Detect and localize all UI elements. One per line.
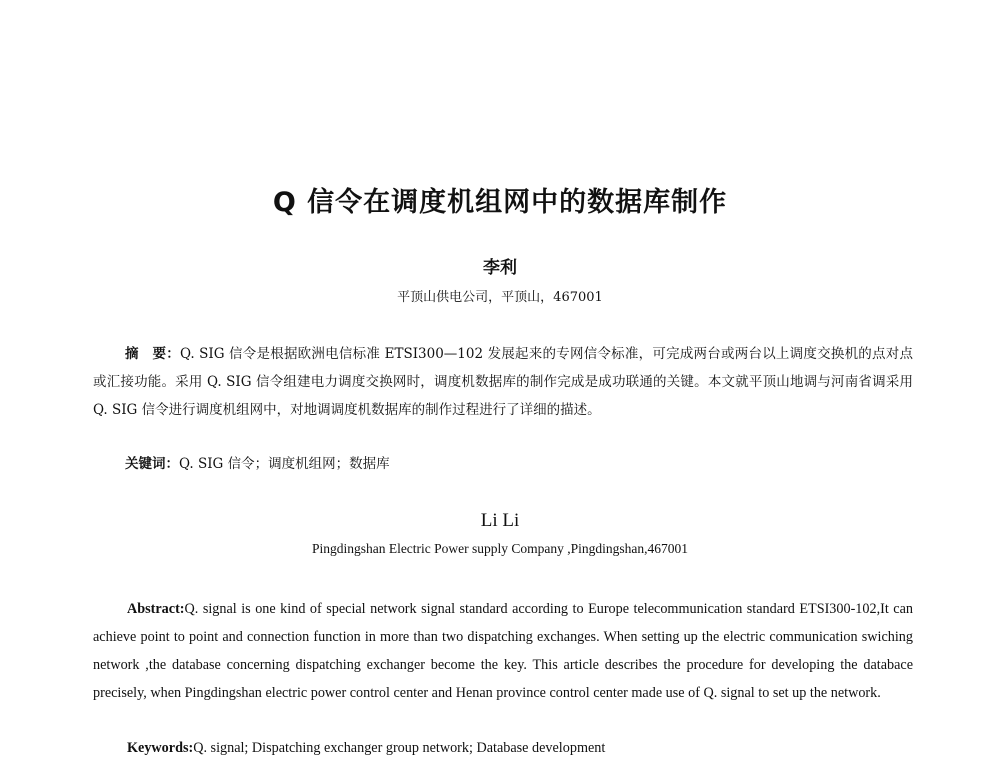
abstract-en-text: Q. signal is one kind of special network signal standard according to Europe telecommunication standard ETSI300-102,It can achieve point to point and connection function in more than two dispatching exchanges. When setting up the electric communication swiching network ,the database concerning dispatching exchanger become the key. This article describes the procedure for developing the databace precisely, when Pingdingshan electric power control center and Henan province control center made use of Q. signal to set up the network. — [93, 601, 913, 701]
keywords-cn-text: Q. SIG 信令；调度机组网；数据库 — [179, 456, 390, 472]
keywords-cn-label: 关键词： — [125, 456, 179, 472]
keywords-en — [127, 736, 907, 760]
abstract-en-label: Abstract: — [127, 601, 185, 617]
author-name-cn: 李利 — [483, 258, 517, 278]
author-name-en: Li Li — [480, 510, 520, 531]
abstract-cn-text: Q. SIG 信令是根据欧洲电信标准 ETSI300—102 发展起来的专网信令标准，可完成两台或两台以上调度交换机的点对点或汇接功能。采用 Q. SIG 信令组建电力调度交换网时，调度机数据库的制作完成是成功联通的关键。本文就平顶山地调与河南省调采用 Q. SIG 信令进行调度机组网中，对地调调度机数据库的制作过程进行了详细的描述。 — [93, 346, 914, 418]
keywords-en-text: Q. signal; Dispatching exchanger group network; Database development — [193, 740, 606, 756]
affiliation-en: Pingdingshan Electric Power supply Company ,Pingdingshan,467001 — [311, 541, 689, 556]
abstract-en — [93, 595, 913, 707]
abstract-cn — [93, 340, 913, 424]
keywords-cn — [125, 452, 905, 476]
keywords-en-label: Keywords: — [127, 740, 194, 756]
paper-title-cn: Q 信令在调度机组网中的数据库制作 — [272, 187, 728, 218]
abstract-cn-label: 摘 要： — [125, 346, 180, 362]
affiliation-cn: 平顶山供电公司，平顶山，467001 — [397, 290, 603, 305]
